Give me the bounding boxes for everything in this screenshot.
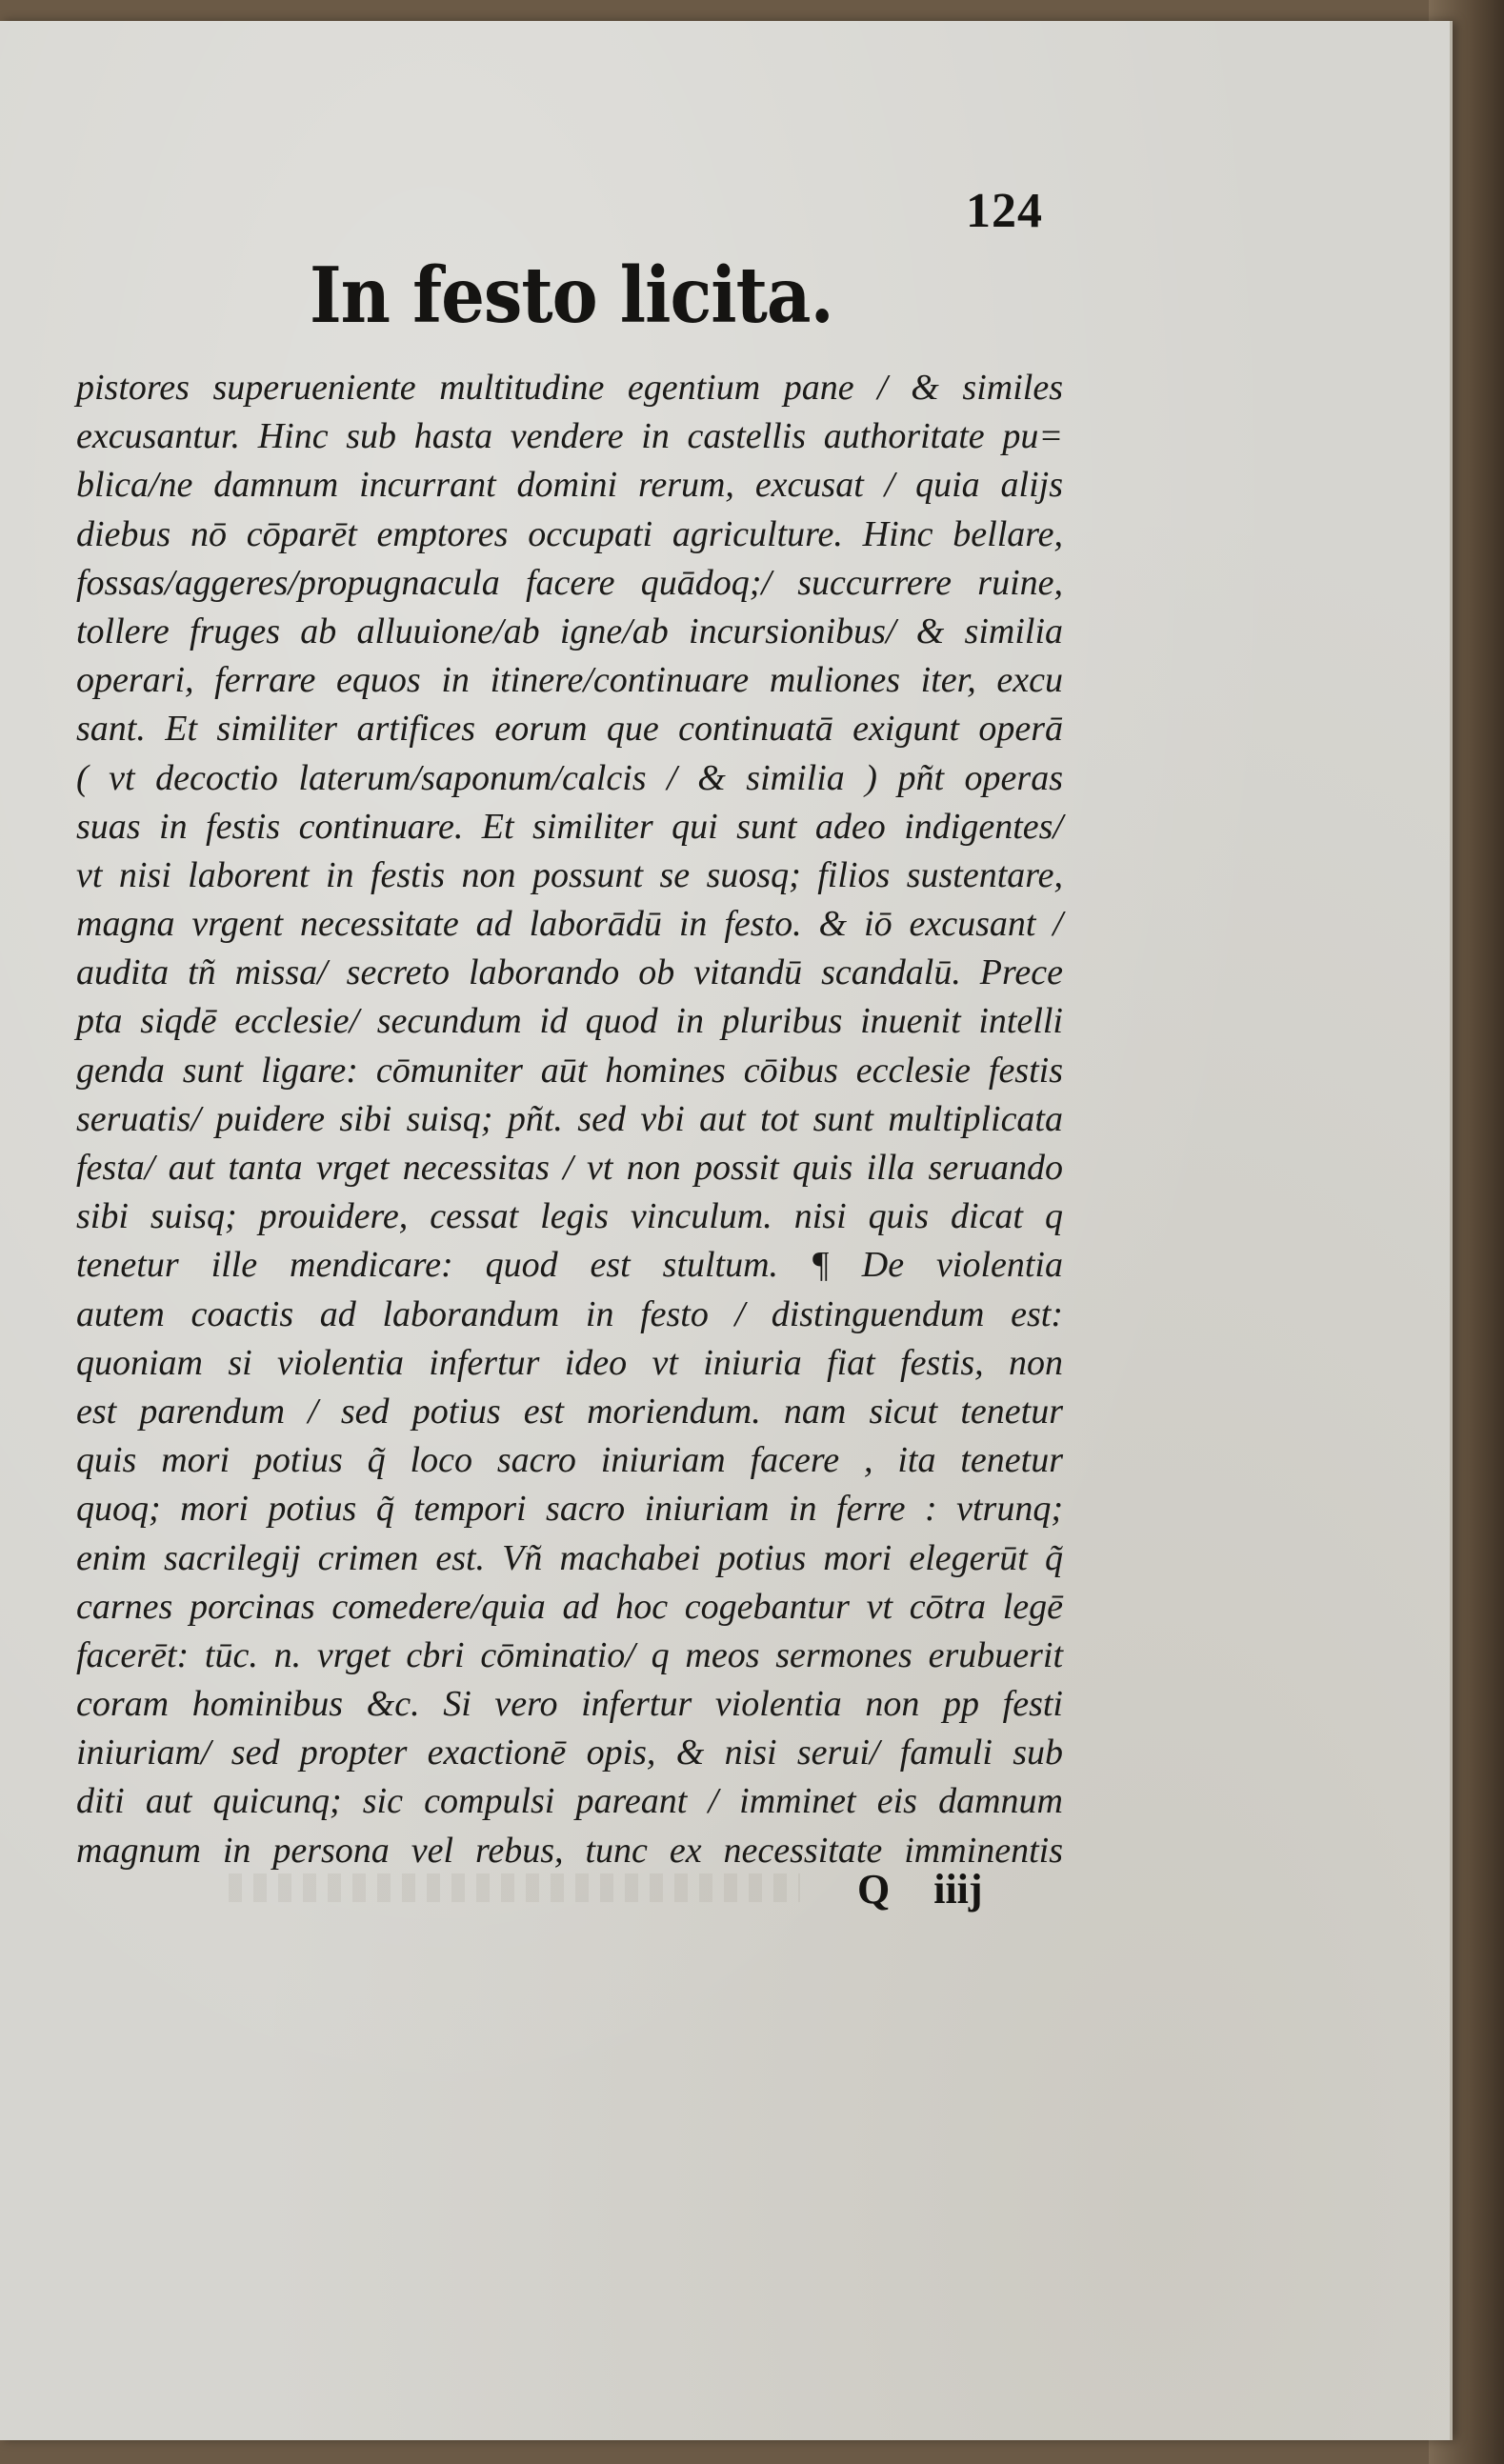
text-line: genda sunt ligare: cōmuniter aūt homines cōibus ecclesie festis <box>76 1050 1063 1091</box>
text-block <box>76 364 1063 1875</box>
signature-letter: Q <box>857 1866 891 1913</box>
text-line: operari, ferrare equos in itinere/continuare muliones iter, excu <box>76 660 1063 701</box>
text-line: festa/ aut tanta vrget necessitas / vt non possit quis illa seruando <box>76 1148 1063 1188</box>
text-line: facerēt: tūc. n. vrget cbri cōminatio/ q meos sermones erubuerit <box>76 1634 1063 1675</box>
text-line: quis mori potius q̃ loco sacro iniuriam facere , ita tenetur <box>76 1440 1063 1481</box>
text-line: enim sacrilegij crimen est. Vñ machabei potius mori elegerūt q̃ <box>76 1537 1063 1578</box>
text-line: ( vt decoctio laterum/saponum/calcis / & similia ) pñt operas <box>76 757 1063 798</box>
text-line: fossas/aggeres/propugnacula facere quādoq;/ succurrere ruine, <box>76 562 1063 603</box>
running-head: In festo licita. <box>310 250 833 341</box>
signature-mark <box>857 1865 1027 1913</box>
text-line: vt nisi laborent in festis non possunt se suosq; filios sustentare, <box>76 854 1063 895</box>
text-line: pistores superueniente multitudine egentium pane / & similes <box>76 368 1063 408</box>
text-line: iniuriam/ sed propter exactionē opis, & nisi serui/ famuli sub <box>76 1733 1063 1773</box>
text-line: blica/ne damnum incurrant domini rerum, excusat / quia alijs <box>76 465 1063 506</box>
text-line: magna vrgent necessitate ad laborādū in festo. & iō excusant / <box>76 904 1063 945</box>
text-line: suas in festis continuare. Et similiter qui sunt adeo indigentes/ <box>76 806 1063 847</box>
text-line: tollere fruges ab alluuione/ab igne/ab incursionibus/ & similia <box>76 611 1063 651</box>
text-line: audita tñ missa/ secreto laborando ob vitandū scandalū. Prece <box>76 952 1063 993</box>
signature-number: iiij <box>933 1866 983 1913</box>
show-through-ink <box>229 1873 800 1902</box>
text-line: coram hominibus &c. Si vero infertur violentia non pp festi <box>76 1684 1063 1725</box>
text-line: quoq; mori potius q̃ tempori sacro iniuriam in ferre : vtrunq; <box>76 1489 1063 1530</box>
text-line: est parendum / sed potius est moriendum. nam sicut tenetur <box>76 1391 1063 1432</box>
text-line: excusantur. Hinc sub hasta vendere in castellis authoritate pu= <box>76 416 1063 457</box>
text-line: quoniam si violentia infertur ideo vt iniuria fiat festis, non <box>76 1342 1063 1383</box>
text-line: carnes porcinas comedere/quia ad hoc cogebantur vt cōtra legē <box>76 1586 1063 1627</box>
text-line: pta siqdē ecclesie/ secundum id quod in pluribus inuenit intelli <box>76 1001 1063 1042</box>
text-line: diti aut quicunq; sic compulsi pareant / imminet eis damnum <box>76 1781 1063 1822</box>
text-line: tenetur ille mendicare: quod est stultum. ¶ De violentia <box>76 1245 1063 1286</box>
text-line: sibi suisq; prouidere, cessat legis vinculum. nisi quis dicat q <box>76 1196 1063 1237</box>
text-line: magnum in persona vel rebus, tunc ex necessitate imminentis <box>76 1830 1063 1871</box>
text-line: seruatis/ puidere sibi suisq; pñt. sed vbi aut tot sunt multiplicata <box>76 1098 1063 1139</box>
folio-number: 124 <box>966 184 1043 238</box>
book-page <box>0 21 1453 2440</box>
text-line: autem coactis ad laborandum in festo / distinguendum est: <box>76 1293 1063 1334</box>
text-line: diebus nō cōparēt emptores occupati agriculture. Hinc bellare, <box>76 513 1063 554</box>
text-line: sant. Et similiter artifices eorum que continuatā exigunt operā <box>76 709 1063 750</box>
